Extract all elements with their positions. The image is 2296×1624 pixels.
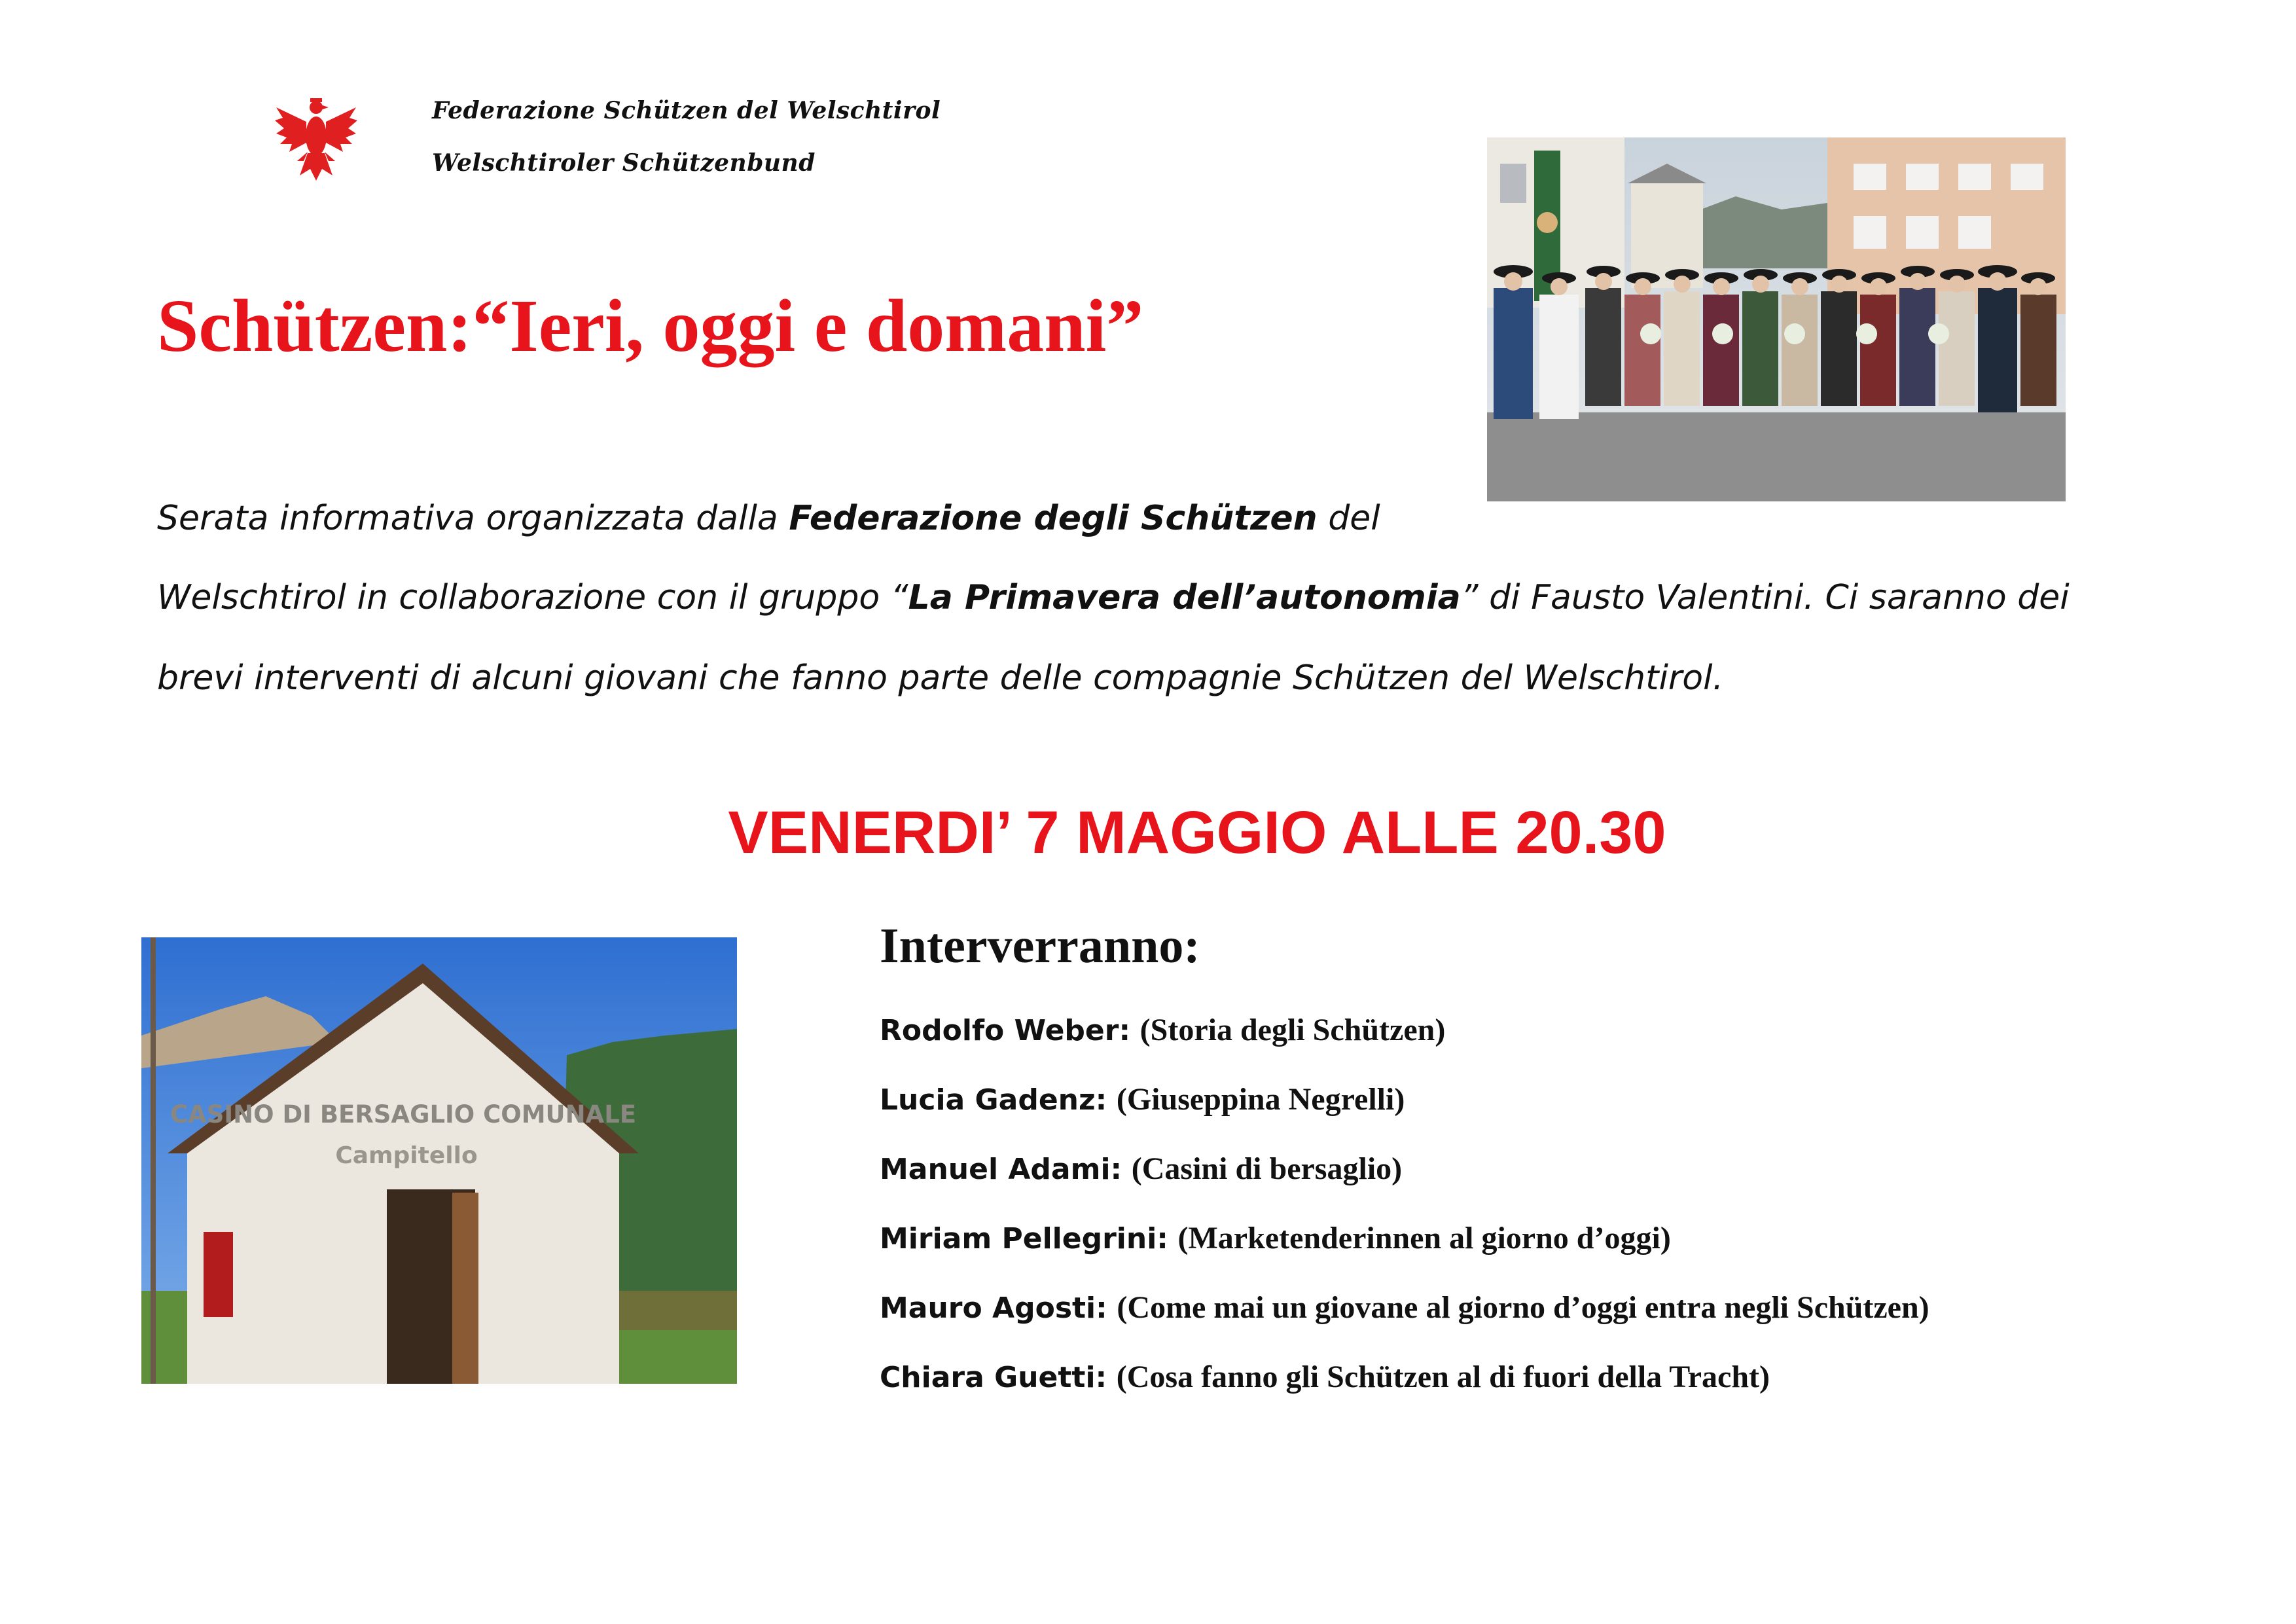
- shooting-house-photo: [141, 937, 737, 1384]
- intro-line-2: Welschtirol in collaborazione con il gruppo “La Primavera dell’autonomia” di Fausto Valentini. Ci saranno dei: [157, 578, 2070, 617]
- speaker-item: [880, 1012, 1445, 1048]
- event-date: VENERDI’ 7 MAGGIO ALLE 20.30: [728, 799, 1666, 866]
- speaker-topic: (Come mai un giovane al giorno d’oggi entra negli Schützen): [1117, 1290, 1929, 1325]
- speaker-item: [880, 1290, 1929, 1326]
- speaker-item: [880, 1359, 1770, 1395]
- speaker-name: Manuel Adami:: [880, 1153, 1122, 1186]
- speaker-name: Mauro Agosti:: [880, 1291, 1107, 1325]
- speaker-name: Lucia Gadenz:: [880, 1083, 1107, 1117]
- speaker-item: [880, 1220, 1671, 1256]
- eagle-logo-icon: [274, 96, 359, 182]
- intro-line-3: brevi interventi di alcuni giovani che fanno parte delle compagnie Schützen del Welschtirol.: [157, 659, 1724, 698]
- speaker-name: Rodolfo Weber:: [880, 1014, 1131, 1047]
- speaker-topic: (Giuseppina Negrelli): [1116, 1082, 1405, 1117]
- house-sign-line-1: CASINO DI BERSAGLIO COMUNALE: [170, 1100, 637, 1128]
- speaker-topic: (Cosa fanno gli Schützen al di fuori della Tracht): [1116, 1360, 1770, 1394]
- speaker-item: [880, 1151, 1402, 1187]
- org-name-line-2: Welschtiroler Schützenbund: [432, 149, 816, 177]
- page-title: Schützen:“Ieri, oggi e domani”: [157, 284, 1144, 367]
- speaker-item: [880, 1081, 1405, 1117]
- intro-line-1: Serata informativa organizzata dalla Federazione degli Schützen del: [157, 499, 1380, 538]
- speaker-topic: (Marketenderinnen al giorno d’oggi): [1177, 1221, 1671, 1255]
- speaker-name: Chiara Guetti:: [880, 1361, 1107, 1394]
- speaker-topic: (Storia degli Schützen): [1139, 1013, 1446, 1047]
- speaker-topic: (Casini di bersaglio): [1131, 1151, 1403, 1186]
- speakers-heading: Interverranno:: [880, 918, 1200, 973]
- org-name-line-1: Federazione Schützen del Welschtirol: [432, 97, 941, 124]
- house-sign-line-2: Campitello: [335, 1142, 478, 1169]
- speaker-name: Miriam Pellegrini:: [880, 1222, 1168, 1255]
- group-photo: [1487, 137, 2066, 501]
